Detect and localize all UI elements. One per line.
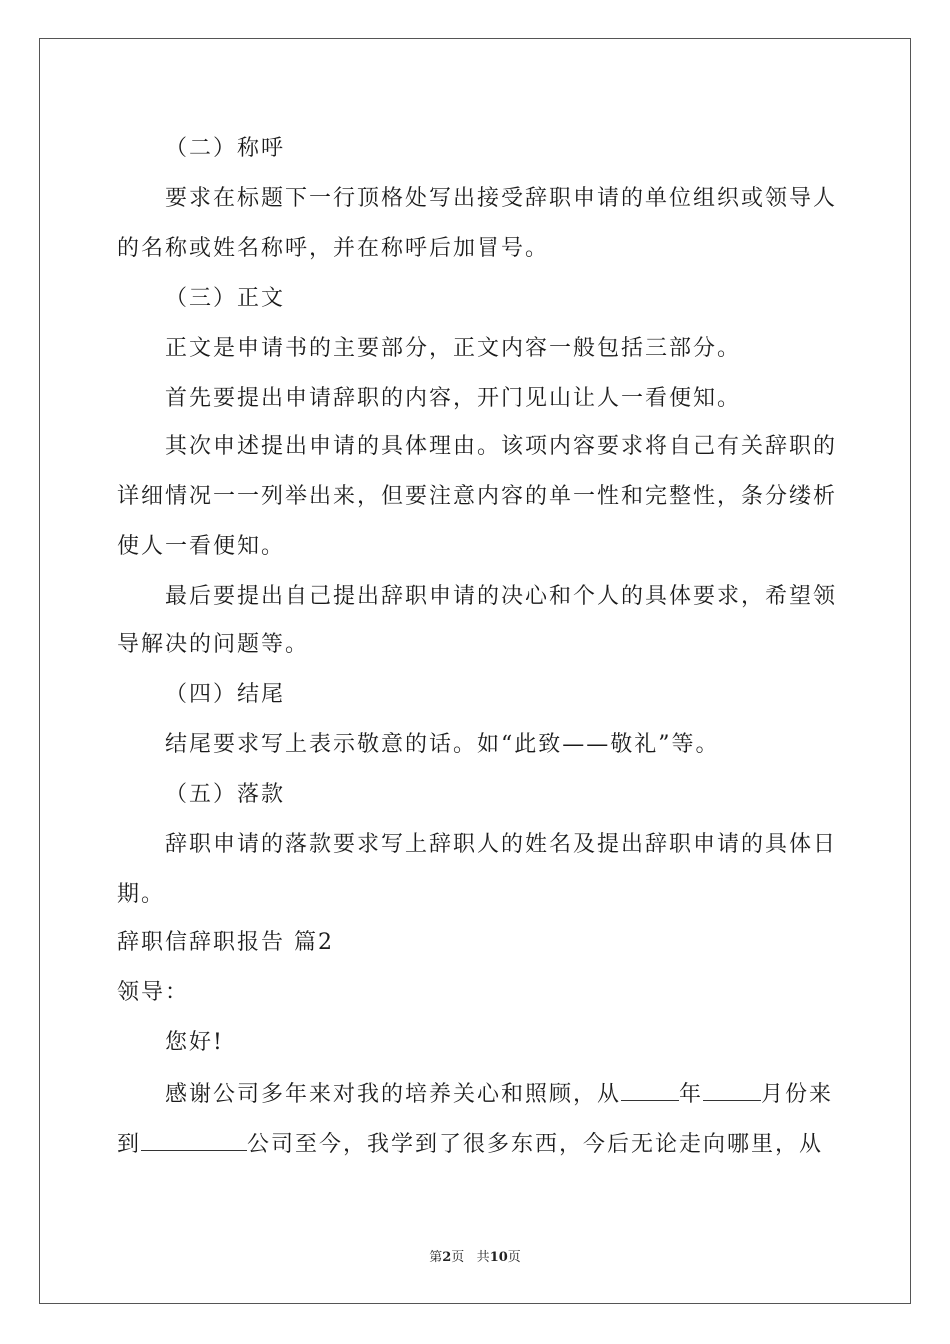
- fill-in-blank-year: [621, 1078, 679, 1101]
- letter-title: 辞职信辞职报告 篇2: [117, 930, 334, 955]
- page-footer: [0, 1246, 950, 1265]
- paragraph-line-with-blanks: [117, 1128, 823, 1160]
- footer-total-prefix: 共: [476, 1250, 490, 1265]
- paragraph-line: 最后要提出自己提出辞职申请的决心和个人的具体要求，希望领: [165, 584, 838, 609]
- text-segment: 公司至今，我学到了很多东西，今后无论走向哪里，从: [247, 1132, 824, 1157]
- letter-greeting: 您好!: [165, 1030, 224, 1055]
- section-heading-body: （三）正文: [165, 286, 286, 311]
- text-segment: 感谢公司多年来对我的培养关心和照顾，从: [165, 1082, 622, 1107]
- paragraph-line: 详细情况一一列举出来，但要注意内容的单一性和完整性，条分缕析: [117, 484, 838, 509]
- section-heading-closing: （四）结尾: [165, 682, 286, 707]
- paragraph-line: 辞职申请的落款要求写上辞职人的姓名及提出辞职申请的具体日: [165, 832, 838, 857]
- footer-page-prefix: 第: [429, 1250, 443, 1265]
- paragraph-line: 其次申述提出申请的具体理由。该项内容要求将自己有关辞职的: [165, 434, 838, 459]
- paragraph-line: 期。: [117, 882, 166, 907]
- paragraph-line-with-blanks: [165, 1078, 833, 1110]
- footer-page-suffix: 页: [451, 1250, 465, 1265]
- footer-total-suffix: 页: [507, 1250, 521, 1265]
- paragraph-line: 导解决的问题等。: [117, 632, 310, 657]
- footer-total-pages: 10: [489, 1250, 508, 1265]
- fill-in-blank-month: [703, 1078, 761, 1101]
- paragraph-line: 的名称或姓名称呼，并在称呼后加冒号。: [117, 236, 550, 261]
- footer-page-number: 2: [442, 1250, 452, 1265]
- paragraph-line: 使人一看便知。: [117, 534, 286, 559]
- fill-in-blank-company: [141, 1128, 247, 1151]
- text-segment: 月份来: [761, 1082, 834, 1107]
- text-segment: 到: [117, 1132, 142, 1157]
- section-heading-salutation: （二）称呼: [165, 136, 286, 161]
- paragraph-line: 首先要提出申请辞职的内容，开门见山让人一看便知。: [165, 386, 742, 411]
- letter-recipient: 领导：: [117, 980, 190, 1005]
- paragraph-line: 要求在标题下一行顶格处写出接受辞职申请的单位组织或领导人: [165, 186, 838, 211]
- page-frame: [39, 38, 911, 1304]
- section-heading-signature: （五）落款: [165, 782, 286, 807]
- paragraph-line: 正文是申请书的主要部分，正文内容一般包括三部分。: [165, 336, 742, 361]
- paragraph-line: 结尾要求写上表示敬意的话。如“此致——敬礼”等。: [165, 732, 720, 757]
- text-segment: 年: [679, 1082, 704, 1107]
